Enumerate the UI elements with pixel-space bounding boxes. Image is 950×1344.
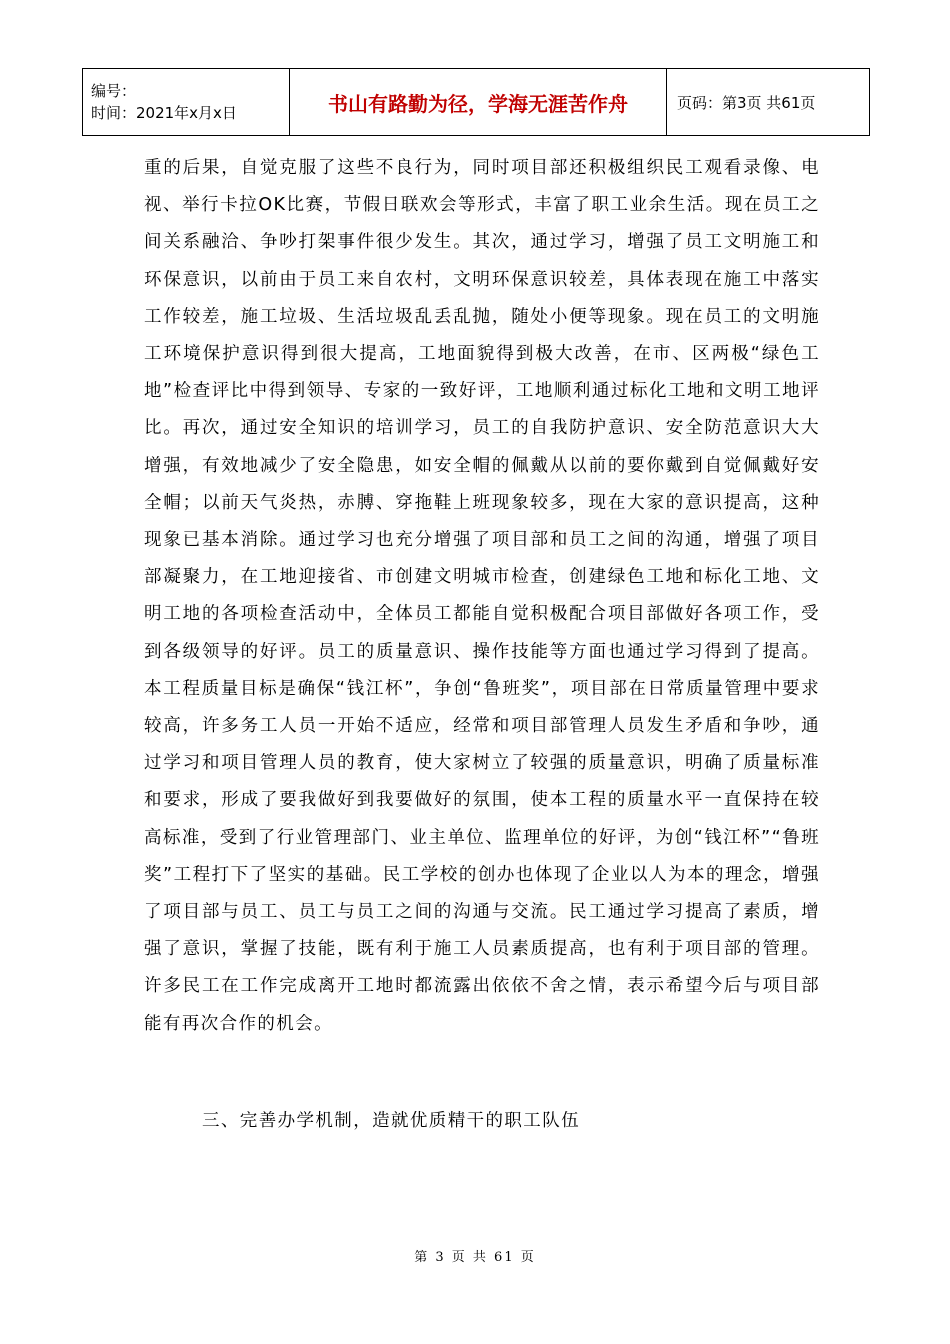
document-number-label: 编号： bbox=[91, 82, 137, 100]
header-motto-cell bbox=[290, 69, 667, 136]
section-heading: 三、完善办学机制，造就优质精干的职工队伍 bbox=[202, 1111, 580, 1131]
page-footer: 第 3 页 共 61 页 bbox=[414, 1250, 536, 1265]
header-page-code: 页码：第3页 共61页 bbox=[667, 69, 870, 136]
document-header bbox=[82, 68, 870, 136]
body-text bbox=[144, 150, 820, 1043]
document-date: 时间：2021年x月x日 bbox=[91, 104, 237, 122]
body-paragraph: 重的后果，自觉克服了这些不良行为，同时项目部还积极组织民工观看录像、电视、举行卡拉OK比赛，节假日联欢会等形式，丰富了职工业余生活。现在员工之间关系融洽、争吵打架事件很少发生。其次，通过学习，增强了员工文明施工和环保意识，以前由于员工来自农村，文明环保意识较差，具体表现在施工中落实工作较差，施工垃圾、生活垃圾乱丢乱抛，随处小便等现象。现在员工的文明施工环境保护意识得到很大提高，工地面貌得到极大改善，在市、区两极“绿色工地”检查评比中得到领导、专家的一致好评，工地顺利通过标化工地和文明工地评比。再次，通过安全知识的培训学习，员工的自我防护意识、安全防范意识大大增强，有效地减少了安全隐患，如安全帽的佩戴从以前的要你戴到自觉佩戴好安全帽；以前天气炎热，赤膊、穿拖鞋上班现象较多，现在大家的意识提高，这种现象已基本消除。通过学习也充分增强了项目部和员工之间的沟通，增强了项目部凝聚力，在工地迎接省、市创建文明城市检查，创建绿色工地和标化工地、文明工地的各项检查活动中，全体员工都能自觉积极配合项目部做好各项工作，受到各级领导的好评。员工的质量意识、操作技能等方面也通过学习得到了提高。本工程质量目标是确保“钱江杯”，争创“鲁班奖”，项目部在日常质量管理中要求较高，许多务工人员一开始不适应，经常和项目部管理人员发生矛盾和争吵，通过学习和项目管理人员的教育，使大家树立了较强的质量意识，明确了质量标准和要求，形成了要我做好到我要做好的氛围，使本工程的质量水平一直保持在较高标准，受到了行业管理部门、业主单位、监理单位的好评，为创“钱江杯”“鲁班奖”工程打下了坚实的基础。民工学校的创办也体现了企业以人为本的理念，增强了项目部与员工、员工与员工之间的沟通与交流。民工通过学习提高了素质，增强了意识，掌握了技能，既有利于施工人员素质提高，也有利于项目部的管理。许多民工在工作完成离开工地时都流露出依依不舍之情，表示希望今后与项目部能有再次合作的机会。 bbox=[144, 158, 820, 1034]
header-motto: 书山有路勤为径，学海无涯苦作舟 bbox=[328, 91, 628, 116]
header-meta-cell bbox=[83, 69, 290, 136]
